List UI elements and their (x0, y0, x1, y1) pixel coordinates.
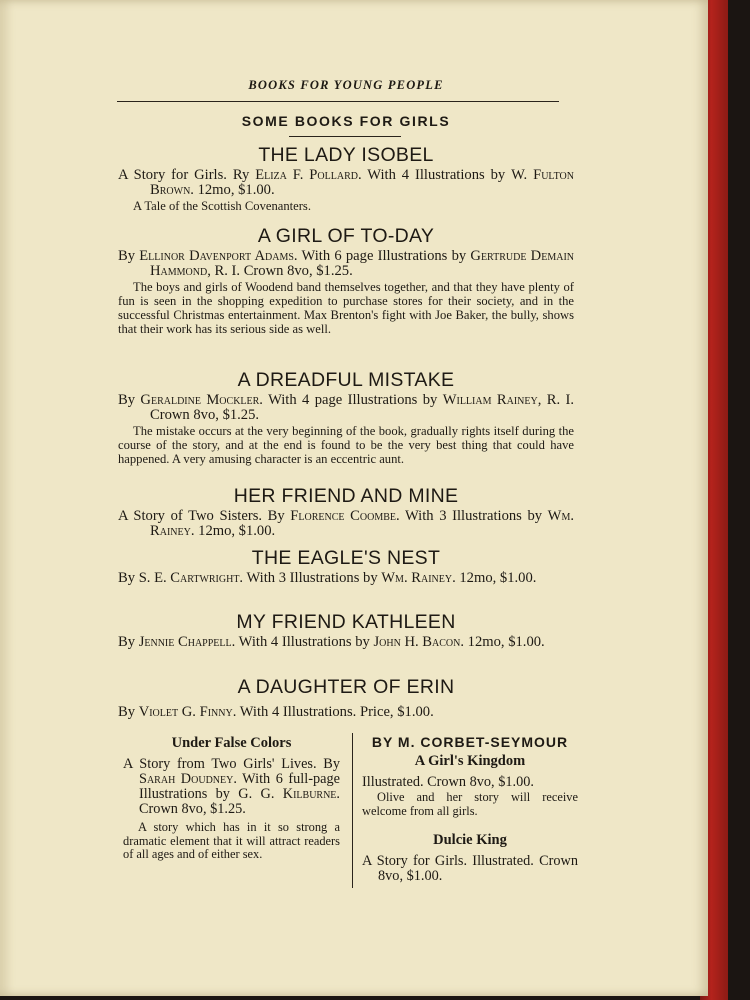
book-entry (118, 484, 574, 539)
text-segment: With 3 Illustrations by (399, 508, 548, 524)
book-title: THE LADY ISOBEL (258, 144, 434, 166)
book-entry (118, 610, 574, 650)
text-segment: A Story for Girls. Ry (118, 167, 256, 183)
text-segment: Crown 8vo, $1.25. (150, 407, 260, 423)
right-column (362, 733, 578, 884)
text-segment: 12mo, $1.00. (455, 570, 537, 586)
book-description: A Tale of the Scottish Covenanters. (133, 199, 311, 213)
text-segment: By (118, 704, 139, 720)
left-column (123, 733, 340, 862)
person-name: Wm. Rainey. (381, 570, 456, 586)
book-details (362, 775, 578, 790)
book-title: MY FRIEND KATHLEEN (236, 611, 456, 633)
book-details (362, 854, 578, 884)
text-segment: 12mo, $1.00. (464, 634, 545, 650)
person-name: Sarah Doudney. (139, 771, 237, 787)
text-segment: A Story of Two Sisters. By (118, 508, 291, 524)
book-title: Under False Colors (171, 735, 292, 751)
book-title: A DAUGHTER OF ERIN (237, 676, 455, 698)
text-segment: Crown 8vo, $1.25. (139, 801, 246, 817)
text-segment: With 4 page Illustrations by (262, 392, 443, 408)
person-name: Florence Coombe. (290, 508, 400, 524)
text-segment: With 6 page Illustrations by (297, 248, 471, 264)
header-rule (117, 101, 559, 102)
book-details (118, 705, 574, 720)
text-segment: By (118, 248, 140, 264)
text-segment: Illustrated. Crown 8vo, $1.00. (362, 774, 534, 790)
person-name: Eliza F. Pollard. (255, 167, 362, 183)
book-details (118, 393, 574, 423)
book-title: HER FRIEND AND MINE (233, 485, 459, 507)
text-segment: A Story for Girls. Illustrated. Crown 8vo, $1.00. (362, 853, 578, 884)
book-entry (118, 143, 574, 213)
text-segment: With 4 Illustrations by (361, 167, 512, 183)
book-details (118, 635, 574, 650)
running-head: BOOKS FOR YOUNG PEOPLE (248, 78, 444, 92)
person-name: G. G. Kilburne. (238, 786, 340, 802)
text-segment: Crown 8vo, $1.25. (240, 263, 353, 279)
text-segment: By (118, 570, 139, 586)
book-entry (118, 546, 574, 586)
section-rule (289, 136, 401, 137)
book-title: A Girl's Kingdom (414, 753, 526, 769)
text-segment: 12mo, $1.00. (194, 523, 276, 539)
person-name: John H. Bacon. (373, 634, 465, 650)
book-entry (118, 368, 574, 466)
text-segment: By (118, 634, 139, 650)
person-name: William Rainey, R. I. (442, 392, 574, 408)
text-segment: With 6 full-page Illustrations by (139, 771, 340, 802)
book-details (118, 509, 574, 539)
person-name: Ellinor Davenport Adams. (139, 248, 298, 264)
book-title: A DREADFUL MISTAKE (237, 369, 455, 391)
text-segment: 12mo, $1.00. (193, 182, 275, 198)
text-segment: By (118, 392, 141, 408)
person-name: W. Fulton Brown. (150, 167, 574, 198)
book-description: A story which has in it so strong a dramatic element that it will attract readers of all ages and of either sex. (123, 820, 340, 861)
book-description: Olive and her story will receive welcome from all girls. (362, 790, 578, 818)
column-divider (352, 733, 353, 888)
book-details (118, 249, 574, 279)
book-details (118, 168, 574, 198)
book-details (118, 571, 574, 586)
book-entry (118, 675, 574, 720)
person-name: Geraldine Mockler. (140, 392, 263, 408)
text-segment: A Story from Two Girls' Lives. By (123, 756, 340, 772)
book-title: Dulcie King (433, 832, 507, 848)
text-segment: With 4 Illustrations by (235, 634, 374, 650)
person-name: Wm. Rainey. (150, 508, 574, 539)
text-segment: With 3 Illustrations by (243, 570, 382, 586)
person-name: Jennie Chappell. (138, 634, 236, 650)
book-entry (118, 224, 574, 336)
book-title: A GIRL OF TO-DAY (257, 225, 435, 247)
person-name: Gertrude Demain Hammond, R. I. (150, 248, 574, 279)
book-title: THE EAGLE'S NEST (251, 547, 441, 569)
book-description: The boys and girls of Woodend band themselves together, and that they have plenty of fun is seen in the shopping expedition to purchase stores for their society, and in the successful Christmas entertainment. Max Brenton's fight with Joe Baker, the bully, shows that their work has its serious side as well. (118, 280, 574, 336)
text-segment: With 4 Illustrations. Price, $1.00. (236, 704, 434, 720)
person-name: Violet G. Finny. (138, 704, 237, 720)
author-heading: BY M. CORBET-SEYMOUR (371, 734, 569, 750)
book-details (123, 757, 340, 817)
book-description: The mistake occurs at the very beginning of the book, gradually rights itself during the course of the story, and at the end is found to be the very best thing that could have happened. A very amusing character is an eccentric aunt. (118, 424, 574, 466)
person-name: S. E. Cartwright. (138, 570, 244, 586)
section-title: SOME BOOKS FOR GIRLS (241, 113, 451, 129)
